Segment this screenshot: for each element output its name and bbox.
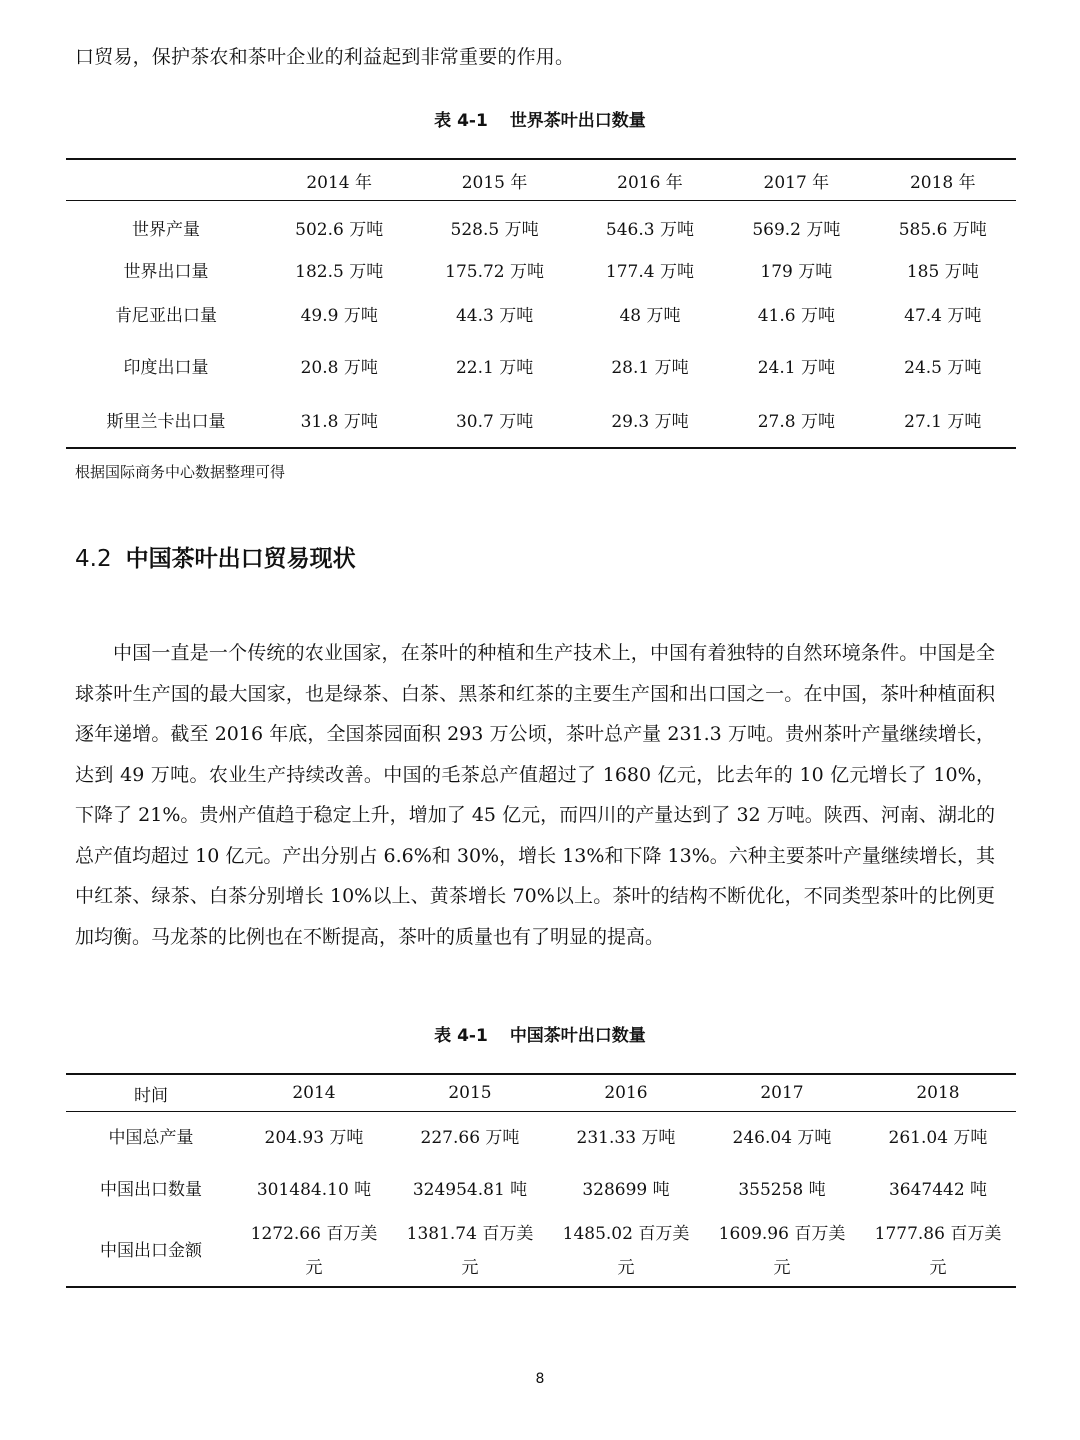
table-cell: 49.9 万吨 <box>300 305 378 326</box>
section-heading <box>75 540 356 573</box>
table1-header-cell <box>66 159 266 201</box>
table-row <box>66 391 1016 448</box>
row-label: 中国出口数量 <box>100 1179 202 1200</box>
cell-line: 元 <box>773 1258 791 1278</box>
table-cell: 185 万吨 <box>906 261 979 282</box>
table-cell: 179 万吨 <box>760 261 833 282</box>
table-row <box>66 1216 1016 1287</box>
row-label: 斯里兰卡出口量 <box>106 411 226 432</box>
table2-header-cell: 时间 <box>66 1074 236 1112</box>
row-label: 世界产量 <box>132 219 200 240</box>
table1-header-cell: 2017 年 <box>723 159 869 201</box>
section-number: 4.2 <box>75 546 112 572</box>
table2-header-cell: 2017 <box>704 1074 860 1112</box>
table-cell: 177.4 万吨 <box>605 261 694 282</box>
table1-header-cell: 2014 年 <box>266 159 412 201</box>
table2-caption <box>0 1021 1080 1046</box>
table-cell: 29.3 万吨 <box>611 411 689 432</box>
table-cell: 569.2 万吨 <box>752 219 841 240</box>
table1-header-cell: 2016 年 <box>577 159 723 201</box>
table-cell: 546.3 万吨 <box>605 219 694 240</box>
table-cell: 3647442 吨 <box>888 1179 988 1200</box>
cell-line: 元 <box>617 1258 635 1278</box>
page-number: 8 <box>535 1371 545 1387</box>
table-row <box>66 1112 1016 1159</box>
table-cell: 204.93 万吨 <box>264 1127 364 1148</box>
table2-header-cell: 2018 <box>860 1074 1016 1112</box>
table-cell <box>704 1216 860 1287</box>
cell-line: 元 <box>929 1258 947 1278</box>
cell-line: 1609.96 百万美 <box>718 1224 846 1244</box>
table1-caption <box>0 106 1080 131</box>
table-cell: 328699 吨 <box>582 1179 670 1200</box>
table-cell: 41.6 万吨 <box>757 305 835 326</box>
table-row <box>66 339 1016 391</box>
cell-line: 1381.74 百万美 <box>406 1224 534 1244</box>
cell-line: 1272.66 百万美 <box>250 1224 378 1244</box>
table-cell: 28.1 万吨 <box>611 357 689 378</box>
table-cell: 246.04 万吨 <box>732 1127 832 1148</box>
table-cell: 175.72 万吨 <box>445 261 545 282</box>
china-tea-export-table <box>66 1073 1016 1288</box>
table-cell: 324954.81 吨 <box>412 1179 528 1200</box>
table2-header-cell: 2015 <box>392 1074 548 1112</box>
table-row <box>66 1158 1016 1216</box>
table-cell: 47.4 万吨 <box>904 305 982 326</box>
table-cell <box>548 1216 704 1287</box>
table-cell: 231.33 万吨 <box>576 1127 676 1148</box>
table-row <box>66 201 1016 252</box>
table-cell: 27.1 万吨 <box>904 411 982 432</box>
table-row <box>66 287 1016 339</box>
table2-header-cell: 2014 <box>236 1074 392 1112</box>
table1-caption-number: 表 4-1 <box>434 111 488 131</box>
intro-paragraph: 口贸易，保护茶农和茶叶企业的利益起到非常重要的作用。 <box>75 46 575 68</box>
table2-header-cell: 2016 <box>548 1074 704 1112</box>
table-cell: 31.8 万吨 <box>300 411 378 432</box>
row-label: 中国出口金额 <box>100 1241 202 1261</box>
table-cell <box>236 1216 392 1287</box>
row-label: 世界出口量 <box>123 261 209 282</box>
table-cell: 30.7 万吨 <box>455 411 534 432</box>
table-cell: 301484.10 吨 <box>256 1179 372 1200</box>
table-row <box>66 251 1016 287</box>
world-tea-export-table <box>66 158 1016 449</box>
cell-line: 1777.86 百万美 <box>874 1224 1002 1244</box>
row-label: 肯尼亚出口量 <box>115 305 217 326</box>
cell-line: 1485.02 百万美 <box>562 1224 690 1244</box>
table1-caption-title: 世界茶叶出口数量 <box>509 111 646 131</box>
table-cell: 502.6 万吨 <box>295 219 384 240</box>
table2-caption-number: 表 4-1 <box>434 1026 488 1046</box>
table-cell: 182.5 万吨 <box>295 261 384 282</box>
table-cell: 24.5 万吨 <box>904 357 982 378</box>
table-cell <box>392 1216 548 1287</box>
table-cell: 261.04 万吨 <box>888 1127 988 1148</box>
table-cell: 227.66 万吨 <box>420 1127 520 1148</box>
body-paragraph: 中国一直是一个传统的农业国家，在茶叶的种植和生产技术上，中国有着独特的自然环境条件。中国是全球茶叶生产国的最大国家，也是绿茶、白茶、黑茶和红茶的主要生产国和出口国之一。在中国，茶叶种植面积逐年递增。截至 2016 年底，全国茶园面积 293 万公顷，茶叶总产量 231.3 万吨。贵州茶叶产量继续增长，达到 49 万吨。农业生产持续改善。中国的毛茶总产值超过了 1680 亿元，比去年的 10 亿元增长了 10%，下降了 21%。贵州产值趋于稳定上升，增加了 45 亿元，而四川的产量达到了 32 万吨。陕西、河南、湖北的总产值均超过 10 亿元。产出分别占 6.6%和 30%，增长 13%和下降 13%。六种主要茶叶产量继续增长，其中红茶、绿茶、白茶分别增长 10%以上、黄茶增长 70%以上。茶叶的结构不断优化，不同类型茶叶的比例更加均衡。马龙茶的比例也在不断提高，茶叶的质量也有了明显的提高。 <box>75 642 995 948</box>
table-cell: 48 万吨 <box>619 305 681 326</box>
cell-line: 元 <box>461 1258 479 1278</box>
table1-header-cell: 2018 年 <box>870 159 1016 201</box>
table-cell: 585.6 万吨 <box>898 219 987 240</box>
section-title: 中国茶叶出口贸易现状 <box>125 546 356 572</box>
table2-caption-title: 中国茶叶出口数量 <box>509 1026 646 1046</box>
table-cell: 24.1 万吨 <box>757 357 835 378</box>
table-cell <box>860 1216 1016 1287</box>
table-cell: 44.3 万吨 <box>455 305 534 326</box>
table1-header-cell: 2015 年 <box>412 159 576 201</box>
table2-header-row <box>66 1074 1016 1112</box>
table-cell: 20.8 万吨 <box>300 357 378 378</box>
table-cell: 355258 吨 <box>738 1179 826 1200</box>
table-cell: 22.1 万吨 <box>455 357 534 378</box>
table1-source-note: 根据国际商务中心数据整理可得 <box>75 463 286 481</box>
row-label: 印度出口量 <box>123 357 209 378</box>
table-cell: 528.5 万吨 <box>450 219 539 240</box>
cell-line: 元 <box>305 1258 323 1278</box>
table-cell: 27.8 万吨 <box>757 411 835 432</box>
table1-header-row <box>66 159 1016 201</box>
row-label: 中国总产量 <box>108 1127 194 1148</box>
